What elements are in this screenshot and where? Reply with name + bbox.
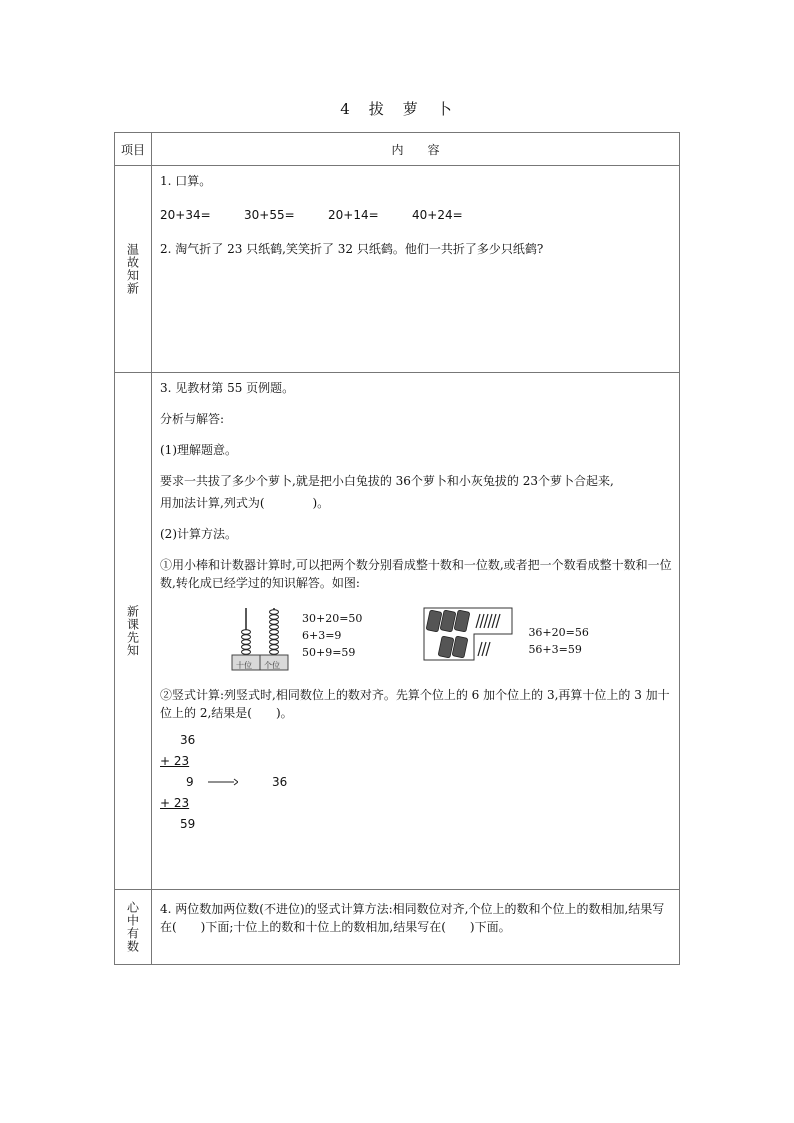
step-2: (2)计算方法。	[160, 527, 237, 541]
bundle-equations	[528, 624, 588, 658]
stick-bundles-figure	[422, 606, 522, 662]
page-title: 4 拔 萝 卜	[340, 100, 454, 118]
vertical-calculation	[160, 730, 673, 835]
question-2: 2. 淘气折了 23 只纸鹤,笑笑折了 32 只纸鹤。他们一共折了多少只纸鹤?	[160, 242, 544, 256]
header-content: 内 容	[152, 133, 680, 166]
section-new-lesson	[115, 373, 680, 890]
vert-bottom: 59	[180, 817, 196, 831]
header-item: 项目	[115, 133, 152, 166]
vert-mid: 9	[186, 775, 194, 789]
abacus-equations	[302, 610, 362, 661]
vert-top: 36	[180, 733, 196, 747]
vert-add-2: + 23	[160, 796, 190, 810]
section-label-review: 温故知新	[125, 243, 140, 295]
equation: 36+20=56	[528, 626, 589, 639]
para-1a: 要求一共拔了多少个萝卜,就是把小白兔拔的 36个萝卜和小灰兔拔的 23个萝卜合起来,	[160, 474, 614, 488]
section-label-new: 新课先知	[125, 605, 140, 657]
equation: 50+9=59	[302, 646, 356, 659]
para-3: ②竖式计算:列竖式时,相同数位上的数对齐。先算个位上的 6 加个位上的 3,再算十位上的 3 加十位上的 2,结果是( )。	[160, 688, 670, 720]
para-1b: 用加法计算,列式为( )。	[160, 496, 330, 510]
section-summary	[115, 890, 680, 965]
vert-result-right: 36	[272, 775, 288, 789]
method-figures	[230, 606, 673, 672]
table-header-row	[115, 133, 680, 166]
sum-item: 20+14=	[328, 208, 379, 222]
lesson-table	[114, 132, 680, 965]
stick-bundles-icon	[422, 606, 522, 662]
equation: 56+3=59	[528, 643, 582, 656]
step-1: (1)理解题意。	[160, 443, 237, 457]
sum-item: 20+34=	[160, 208, 211, 222]
sum-item: 40+24=	[412, 208, 463, 222]
counting-frame-figure	[230, 606, 292, 672]
para-2: ①用小棒和计数器计算时,可以把两个数分别看成整十数和一位数,或者把一个数看成整十数和一位数,转化成已经学过的知识解答。如图:	[160, 558, 672, 590]
arrow-right-icon	[208, 777, 238, 787]
abacus-label-tens: 十位	[236, 661, 252, 670]
equation: 6+3=9	[302, 629, 342, 642]
oral-sums	[160, 206, 673, 224]
question-1: 1. 口算。	[160, 174, 212, 188]
question-3: 3. 见教材第 55 页例题。	[160, 381, 295, 395]
vert-add-1: + 23	[160, 754, 190, 768]
section-label-summary: 心中有数	[125, 901, 140, 953]
section-review	[115, 166, 680, 373]
abacus-label-ones: 个位	[264, 661, 280, 670]
equation: 30+20=50	[302, 612, 363, 625]
analysis-label: 分析与解答:	[160, 412, 225, 426]
sum-item: 30+55=	[244, 208, 295, 222]
question-4: 4. 两位数加两位数(不进位)的竖式计算方法:相同数位对齐,个位上的数和个位上的数相加,结果写在( )下面;十位上的数和十位上的数相加,结果写在( )下面。	[160, 902, 665, 934]
